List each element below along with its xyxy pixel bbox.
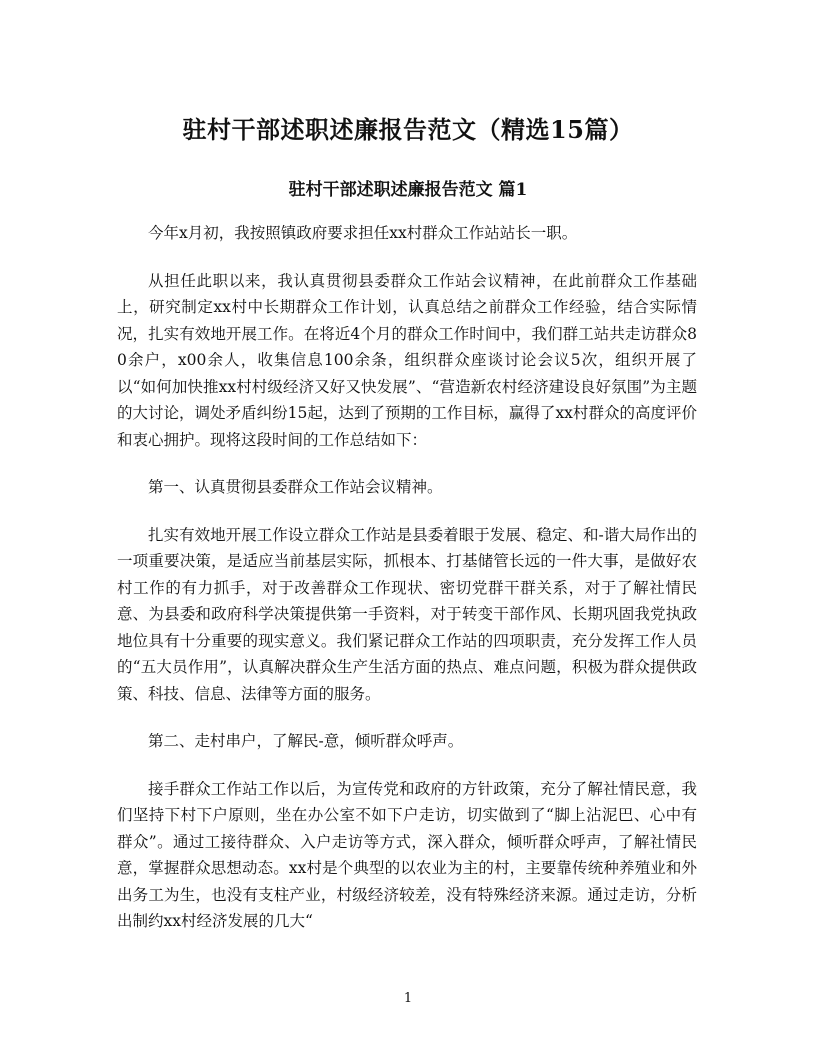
document-title: 驻村干部述职述廉报告范文（精选15篇） bbox=[182, 115, 634, 144]
page-number: 1 bbox=[403, 991, 413, 1006]
paragraph-2: 从担任此职以来，我认真贯彻县委群众工作站会议精神，在此前群众工作基础上，研究制定xx村中长期群众工作计划，认真总结之前群众工作经验，结合实际情况，扎实有效地开展工作。在将近4个月的群众工作时间中，我们群工站共走访群众80余户，x00余人，收集信息100余条，组织群众座谈讨论会议5次，组织开展了以“如何加快推xx村村级经济又好又快发展”、“营造新农村经济建设良好氛围”为主题的大讨论，调处矛盾纠纷15起，达到了预期的工作目标，赢得了xx村群众的高度评价和衷心拥护。现将这段时间的工作总结如下： bbox=[117, 271, 697, 449]
paragraph-1: 今年x月初，我按照镇政府要求担任xx村群众工作站站长一职。 bbox=[148, 224, 578, 242]
paragraph-4: 扎实有效地开展工作设立群众工作站是县委着眼于发展、稳定、和-谐大局作出的一项重要决策，是适应当前基层实际，抓根本、打基储管长远的一件大事，是做好农村工作的有力抓手，对于改善群众工作现状、密切党群干群关系，对于了解社情民意、为县委和政府科学决策提供第一手资料，对于转变干部作风、长期巩固我党执政地位具有十分重要的现实意义。我们紧记群众工作站的四项职责，充分发挥工作人员的“五大员作用”，认真解决群众生产生活方面的热点、难点问题，积极为群众提供政策、科技、信息、法律等方面的服务。 bbox=[117, 525, 697, 703]
section-heading: 驻村干部述职述廉报告范文 篇1 bbox=[288, 180, 528, 200]
paragraph-3: 第一、认真贯彻县委群众工作站会议精神。 bbox=[148, 478, 443, 496]
document-body bbox=[117, 220, 697, 956]
paragraph-6: 接手群众工作站工作以后，为宣传党和政府的方针政策，充分了解社情民意，我们坚持下村下户原则，坐在办公室不如下户走访，切实做到了“脚上沾泥巴、心中有群众”。通过工接待群众、入户走访等方式，深入群众，倾听群众呼声，了解社情民意，掌握群众思想动态。xx村是个典型的以农业为主的村，主要靠传统种养殖业和外出务工为生，也没有支柱产业，村级经济较差，没有特殊经济来源。通过走访，分析出制约xx村经济发展的几大“ bbox=[117, 779, 697, 930]
paragraph-5: 第二、走村串户，了解民-意，倾听群众呼声。 bbox=[148, 732, 464, 750]
